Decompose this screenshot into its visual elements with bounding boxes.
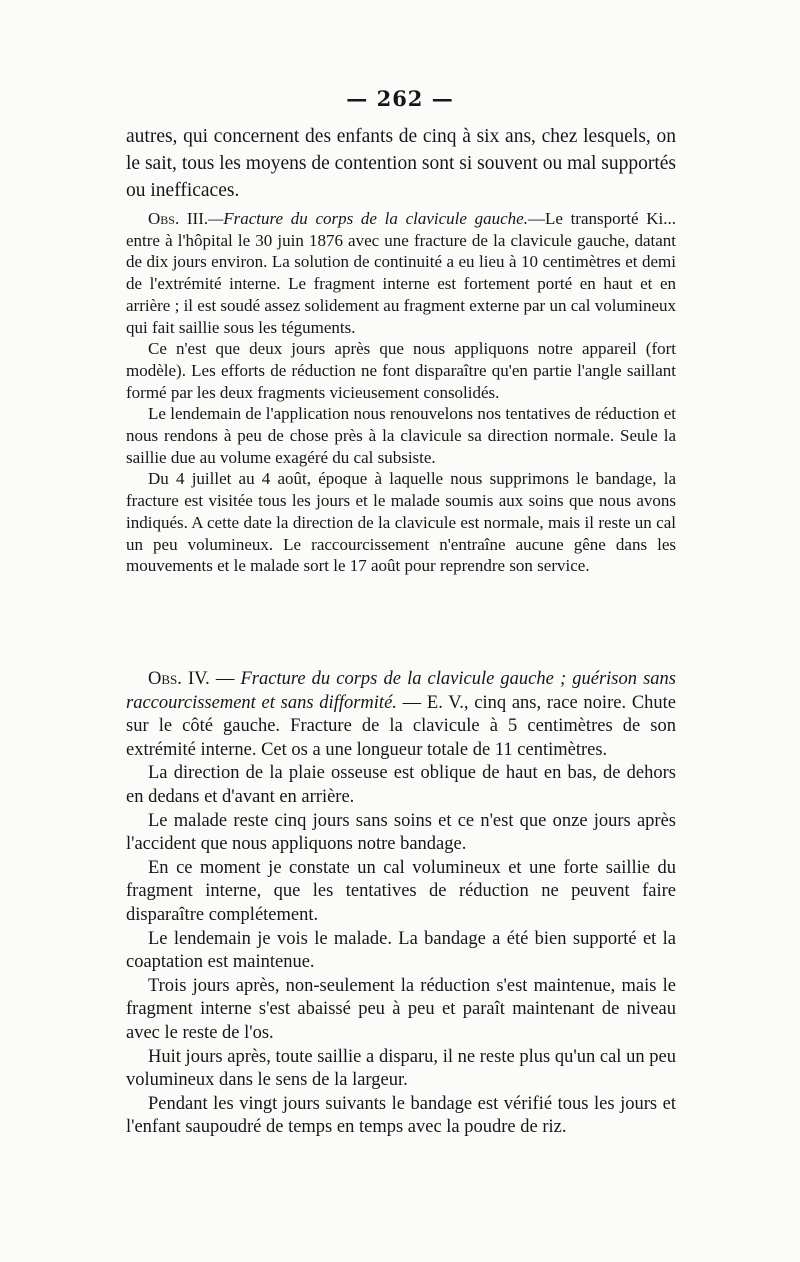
- obs4-paragraph: Pendant les vingt jours suivants le bandage est vérifié tous les jours et l'enfant saupoudré de temps en temps avec la poudre de riz.: [126, 1093, 676, 1138]
- obs3-paragraph: Ce n'est que deux jours après que nous appliquons notre appareil (fort modèle). Les efforts de réduction ne font disparaître qu'en partie l'angle saillant formé par les deux fragments vicieusement consolidés.: [126, 339, 676, 402]
- obs4-paragraph: Trois jours après, non-seulement la réduction s'est maintenue, mais le fragment interne s'est abaissé peu à peu et paraît maintenant de niveau avec le reste de l'os.: [126, 975, 676, 1043]
- obs4-label: Obs. IV.: [148, 669, 210, 689]
- observation-3: [126, 208, 676, 577]
- obs3-paragraph-1: [126, 208, 676, 338]
- obs4-text: — E. V., cinq ans, race noire. Chute sur le côté gauche. Fracture de la clavicule à 5 centimètres de son extrémité interne. Cet os a une longueur totale de 11 centimètres.: [126, 692, 677, 760]
- page-number: — 262 —: [346, 86, 454, 111]
- obs4-paragraph: La direction de la plaie osseuse est oblique de haut en bas, de dehors en dedans et d'avant en arrière.: [126, 763, 676, 807]
- obs3-text: —Le transporté Ki... entre à l'hôpital le 30 juin 1876 avec une fracture de la clavicule gauche, datant de dix jours environ. La solution de continuité a eu lieu à 10 centimètres et demi de l'extrémité interne. Le fragment interne est fortement porté en haut et en arrière ; il est soudé assez solidement au fragment externe par un cal volumineux qui fait saillie sous les téguments.: [126, 209, 676, 337]
- obs3-label: Obs. III.: [148, 209, 209, 228]
- obs4-paragraph-1: [126, 668, 676, 762]
- intro-block: [126, 123, 676, 204]
- intro-paragraph: autres, qui concernent des enfants de cinq à six ans, chez lesquels, on le sait, tous les moyens de contention sont si souvent ou mal supportés ou inefficaces.: [126, 126, 676, 201]
- obs4-dash: —: [209, 669, 241, 689]
- obs4-title: Fracture du corps de la clavicule gauche ; guérison sans raccourcissement et sans difformité.: [126, 669, 676, 713]
- obs4-paragraph: Le malade reste cinq jours sans soins et ce n'est que onze jours après l'accident que nous appliquons notre bandage.: [126, 810, 676, 855]
- obs4-paragraph: Le lendemain je vois le malade. La bandage a été bien supporté et la coaptation est maintenue.: [126, 928, 676, 973]
- obs3-paragraph: Le lendemain de l'application nous renouvelons nos tentatives de réduction et nous rendons à peu de chose près à la clavicule sa direction normale. Seule la saillie due au volume exagéré du cal subsiste.: [126, 404, 676, 467]
- observation-4: [126, 668, 676, 1140]
- obs3-paragraph: Du 4 juillet au 4 août, époque à laquelle nous supprimons le bandage, la fracture est visitée tous les jours et le malade soumis aux soins que nous avons indiqués. A cette date la direction de la clavicule est normale, mais il reste un cal un peu volumineux. Le raccourcissement n'entraîne aucune gêne dans les mouvements et le malade sort le 17 août pour reprendre son service.: [126, 469, 676, 576]
- obs4-paragraph: Huit jours après, toute saillie a disparu, il ne reste plus qu'un cal un peu volumineux dans le sens de la largeur.: [126, 1046, 676, 1091]
- obs4-paragraph: En ce moment je constate un cal volumineux et une forte saillie du fragment interne, que les tentatives de réduction ne peuvent faire disparaître complétement.: [126, 857, 676, 925]
- obs3-title: —Fracture du corps de la clavicule gauche.: [208, 209, 528, 228]
